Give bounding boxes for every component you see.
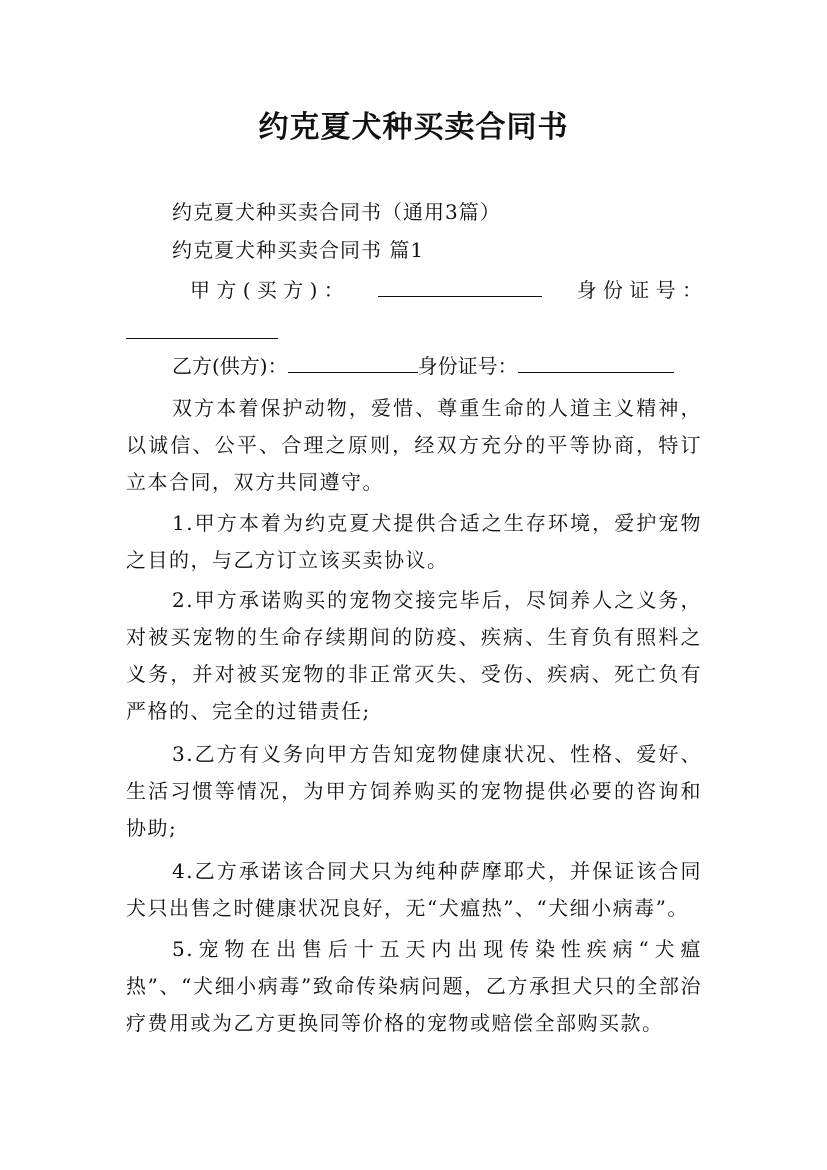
paragraph-clause-1: 1.甲方本着为约克夏犬提供合适之生存环境，爱护宠物之目的，与乙方订立该买卖协议。 bbox=[126, 511, 702, 572]
paragraph-clause-2: 2.甲方承诺购买的宠物交接完毕后，尽饲养人之义务，对被买宠物的生命存续期间的防疫、疾病、生育负有照料之义务，并对被买宠物的非正常灭失、受伤、疾病、死亡负有严格的、完全的过错责任; bbox=[126, 588, 702, 723]
party-a-id-label: 身 份 证 号 ： bbox=[576, 278, 702, 302]
party-b-id-blank bbox=[518, 352, 674, 373]
party-b-id-label: 身份证号： bbox=[417, 354, 518, 378]
paragraph-preamble: 双方本着保护动物，爱惜、尊重生命的人道主义精神，以诚信、公平、合理之原则，经双方充分的平等协商，特订立本合同，双方共同遵守。 bbox=[126, 396, 702, 494]
party-b-label: 乙方(供方)： bbox=[172, 354, 288, 378]
party-b-name-blank bbox=[288, 352, 418, 373]
paragraph-clause-3: 3.乙方有义务向甲方告知宠物健康状况、性格、爱好、生活习惯等情况，为甲方饲养购买的宠物提供必要的咨询和协助; bbox=[126, 742, 702, 840]
party-b-line bbox=[172, 352, 674, 380]
paragraph-clause-4: 4.乙方承诺该合同犬只为纯种萨摩耶犬，并保证该合同犬只出售之时健康状况良好，无“犬瘟热”、“犬细小病毒”。 bbox=[126, 859, 702, 920]
section-heading: 约克夏犬种买卖合同书 篇1 bbox=[172, 238, 425, 262]
document-title: 约克夏犬种买卖合同书 bbox=[258, 110, 569, 145]
party-a-line bbox=[190, 276, 702, 304]
paragraph-clause-5: 5.宠物在出售后十五天内出现传染性疾病“犬瘟热”、“犬细小病毒”致命传染病问题，乙方承担犬只的全部治疗费用或为乙方更换同等价格的宠物或赔偿全部购买款。 bbox=[126, 937, 702, 1035]
party-a-id-blank bbox=[126, 318, 278, 339]
party-a-name-blank bbox=[378, 276, 542, 297]
party-a-label: 甲 方 ( 买 方 ) ： bbox=[190, 278, 344, 302]
document-subtitle: 约克夏犬种买卖合同书（通用3篇） bbox=[172, 200, 501, 224]
